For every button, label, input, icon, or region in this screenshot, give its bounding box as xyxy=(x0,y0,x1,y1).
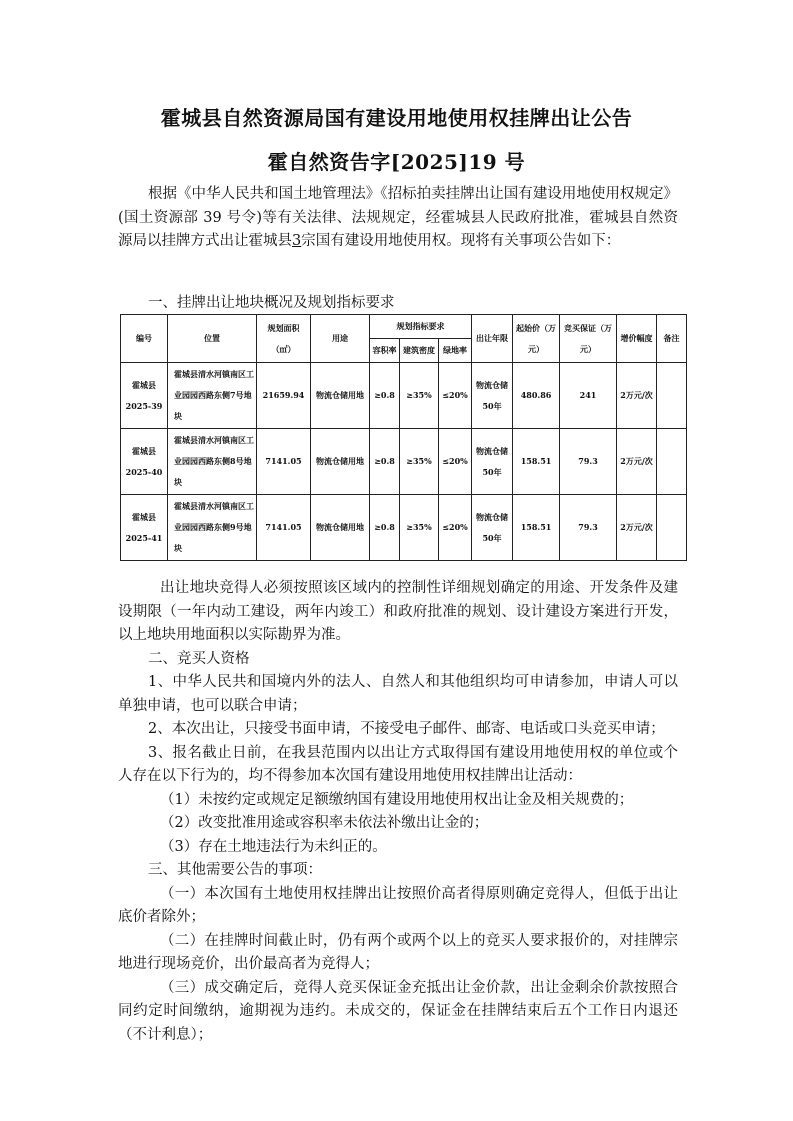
section3-heading: 三、其他需要公告的事项： xyxy=(148,862,322,878)
section2-sub-3: （3）存在土地违法行为未纠正的。 xyxy=(160,838,387,855)
cell-increment: 2万元/次 xyxy=(617,429,657,495)
parcel-table xyxy=(120,314,687,561)
cell-density: ≥35% xyxy=(400,495,439,561)
cell-increment: 2万元/次 xyxy=(617,495,657,561)
section3-item-2: （二）在挂牌时间截止时，仍有两个或两个以上的竞买人要求报价的，对挂牌宗地进行现场竞价，出价最高者为竞得人； xyxy=(118,932,678,972)
header-density: 建筑密度 xyxy=(400,339,439,363)
cell-green: ≤20% xyxy=(439,363,472,429)
intro-parcel-count: 3 xyxy=(292,233,302,249)
header-use: 用途 xyxy=(311,315,370,363)
cell-green: ≤20% xyxy=(439,429,472,495)
header-far: 容积率 xyxy=(370,339,400,363)
cell-no: 霍城县2025-41 xyxy=(121,495,168,561)
header-increment: 增价幅度 xyxy=(617,315,657,363)
section2-sub-2: （2）改变批准用途或容积率未依法补缴出让金的； xyxy=(160,815,489,831)
cell-location: 霍城县清水河镇南区工业园园西路东侧9号地块 xyxy=(168,495,257,561)
cell-note xyxy=(657,429,687,495)
cell-term: 物流仓储50年 xyxy=(472,363,513,429)
section2-heading: 二、竞买人资格 xyxy=(148,650,250,667)
cell-far: ≥0.8 xyxy=(370,495,400,561)
cell-use: 物流仓储用地 xyxy=(311,495,370,561)
table-header-row xyxy=(121,315,687,339)
cell-deposit: 241 xyxy=(560,363,617,429)
table-row xyxy=(121,363,687,429)
section2-item-2: 2、本次出让，只接受书面申请，不接受电子邮件、邮寄、电话或口头竞买申请； xyxy=(148,721,665,737)
document-number: 霍自然资告字[2025]19 号 xyxy=(267,150,526,174)
after-table-paragraph: 出让地块竞得人必须按照该区域内的控制性详细规划确定的用途、开发条件及建设期限（一年内动工建设，两年内竣工）和政府批准的规划、设计建设方案进行开发，以上地块用地面积以实际勘界为准。 xyxy=(118,580,678,643)
section2-item-3: 3、报名截止日前，在我县范围内以出让方式取得国有建设用地使用权的单位或个人存在以下行为的，均不得参加本次国有建设用地使用权挂牌出让活动： xyxy=(118,744,678,784)
cell-increment: 2万元/次 xyxy=(617,363,657,429)
cell-start-price: 480.86 xyxy=(513,363,560,429)
section3-item-1: （一）本次国有土地使用权挂牌出让按照价高者得原则确定竞得人，但低于出让底价者除外； xyxy=(118,885,678,925)
cell-area: 7141.05 xyxy=(257,495,311,561)
document-title: 霍城县自然资源局国有建设用地使用权挂牌出让公告 xyxy=(160,106,633,130)
cell-far: ≥0.8 xyxy=(370,363,400,429)
cell-density: ≥35% xyxy=(400,429,439,495)
header-start-price: 起始价（万元） xyxy=(513,315,560,363)
cell-density: ≥35% xyxy=(400,363,439,429)
cell-location: 霍城县清水河镇南区工业园园西路东侧8号地块 xyxy=(168,429,257,495)
header-deposit: 竞买保证（万元） xyxy=(560,315,617,363)
intro-text-after: 宗国有建设用地使用权。现将有关事项公告如下： xyxy=(301,233,621,249)
cell-start-price: 158.51 xyxy=(513,495,560,561)
header-location: 位置 xyxy=(168,315,257,363)
cell-note xyxy=(657,363,687,429)
header-note: 备注 xyxy=(657,315,687,363)
header-area: 规划面积（㎡） xyxy=(257,315,311,363)
cell-term: 物流仓储50年 xyxy=(472,495,513,561)
cell-deposit: 79.3 xyxy=(560,495,617,561)
section1-heading: 一、挂牌出让地块概况及规划指标要求 xyxy=(148,295,395,311)
cell-start-price: 158.51 xyxy=(513,429,560,495)
cell-deposit: 79.3 xyxy=(560,429,617,495)
section2-sub-1: （1）未按约定或规定足额缴纳国有建设用地使用权出让金及相关规费的； xyxy=(160,791,634,808)
cell-area: 21659.94 xyxy=(257,363,311,429)
cell-term: 物流仓储50年 xyxy=(472,429,513,495)
header-indicators: 规划指标要求 xyxy=(370,315,472,339)
table-row xyxy=(121,429,687,495)
cell-green: ≤20% xyxy=(439,495,472,561)
section3-item-3: （三）成交确定后，竞得人竞买保证金充抵出让金价款，出让金剩余价款按照合同约定时间缴纳，逾期视为违约。未成交的，保证金在挂牌结束后五个工作日内退还（不计利息）； xyxy=(118,979,678,1043)
cell-far: ≥0.8 xyxy=(370,429,400,495)
header-no: 编号 xyxy=(121,315,168,363)
intro-paragraph xyxy=(118,183,678,254)
cell-area: 7141.05 xyxy=(257,429,311,495)
table-row xyxy=(121,495,687,561)
cell-no: 霍城县2025-40 xyxy=(121,429,168,495)
cell-note xyxy=(657,495,687,561)
cell-location: 霍城县清水河镇南区工业园园西路东侧7号地块 xyxy=(168,363,257,429)
cell-use: 物流仓储用地 xyxy=(311,363,370,429)
cell-no: 霍城县2025-39 xyxy=(121,363,168,429)
header-green: 绿地率 xyxy=(439,339,472,363)
announcement-body xyxy=(118,577,678,1047)
header-term: 出让年限 xyxy=(472,315,513,363)
intro-text-before: 根据《中华人民共和国土地管理法》《招标拍卖挂牌出让国有建设用地使用权规定》(国土资源部 39 号令)等有关法律、法规规定，经霍城县人民政府批准，霍城县自然资源局以挂牌方式出让霍城县 xyxy=(118,186,678,249)
section2-item-1: 1、中华人民共和国境内外的法人、自然人和其他组织均可申请参加，申请人可以单独申请，也可以联合申请； xyxy=(118,674,678,714)
cell-use: 物流仓储用地 xyxy=(311,429,370,495)
